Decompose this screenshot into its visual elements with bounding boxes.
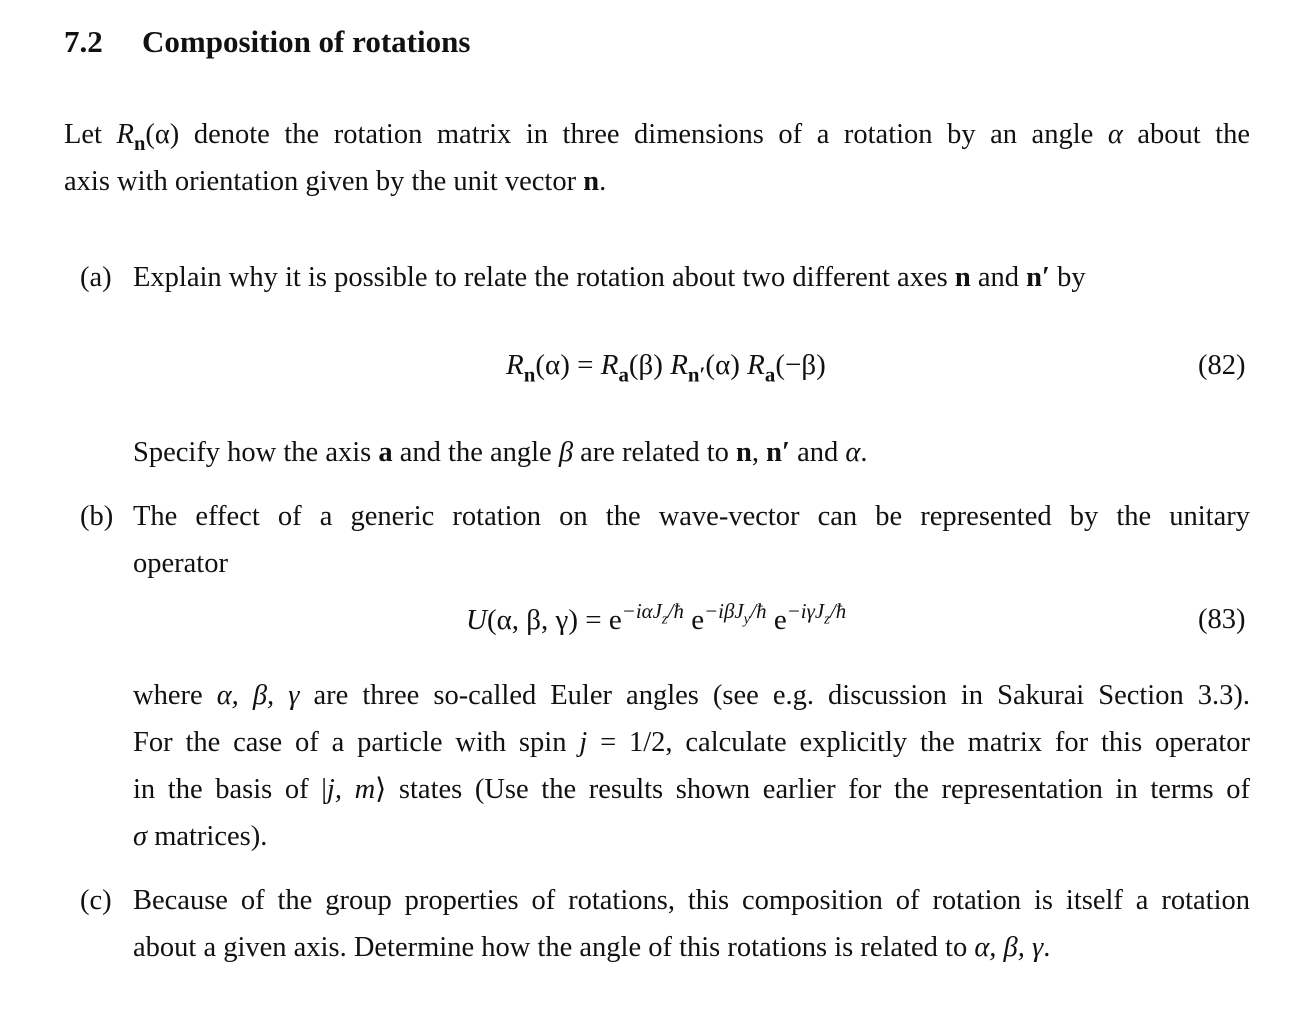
section-number: 7.2	[64, 24, 103, 59]
part-b-label: (b)	[80, 501, 114, 532]
part-b-line-1: The effect of a generic rotation on the wave-vector can be represented by the unitary	[133, 501, 1250, 532]
part-a-followup: Specify how the axis a and the angle β are related to n, n′ and α.	[133, 437, 868, 468]
section-title: Composition of rotations	[142, 24, 471, 59]
equation-82-number: (82)	[1198, 350, 1246, 381]
equation-82: $R_n(\alpha) = R_a(\beta)$ $R_{n'}(\alpha)$ $R_a(-\beta)$	[506, 349, 826, 387]
part-b-line-5: in the basis of |j, m⟩ states (Use the results shown earlier for the representation in terms of	[133, 774, 1250, 805]
intro-line-1: Let $R_n(\alpha)$ denote the rotation matrix in three dimensions of a rotation by an angle α about the	[64, 119, 1250, 156]
part-c-line-2: about a given axis. Determine how the angle of this rotations is related to α, β, γ.	[133, 932, 1051, 963]
part-b-line-4: For the case of a particle with spin j = 1/2, calculate explicitly the matrix for this operator	[133, 727, 1250, 758]
intro-line-2: axis with orientation given by the unit vector n.	[64, 166, 607, 197]
part-c-line-1: Because of the group properties of rotations, this composition of rotation is itself a rotation	[133, 885, 1250, 916]
part-b-line-2: operator	[133, 548, 228, 579]
part-b-line-3: where α, β, γ are three so-called Euler angles (see e.g. discussion in Sakurai Section 3.3).	[133, 680, 1250, 711]
equation-83-number: (83)	[1198, 604, 1246, 635]
part-a-label: (a)	[80, 262, 112, 293]
equation-83: U(α, β, $\gamma) = e^{-i\alpha J_z/ħ}$ $e^{-i\beta J_y/ħ}$ $e^{-i\gamma J_z/ħ}$	[466, 598, 847, 636]
part-c-label: (c)	[80, 885, 112, 916]
part-b-line-6: σ matrices).	[133, 821, 268, 852]
part-a-line-1: Explain why it is possible to relate the rotation about two different axes n and n′ by	[133, 262, 1086, 293]
